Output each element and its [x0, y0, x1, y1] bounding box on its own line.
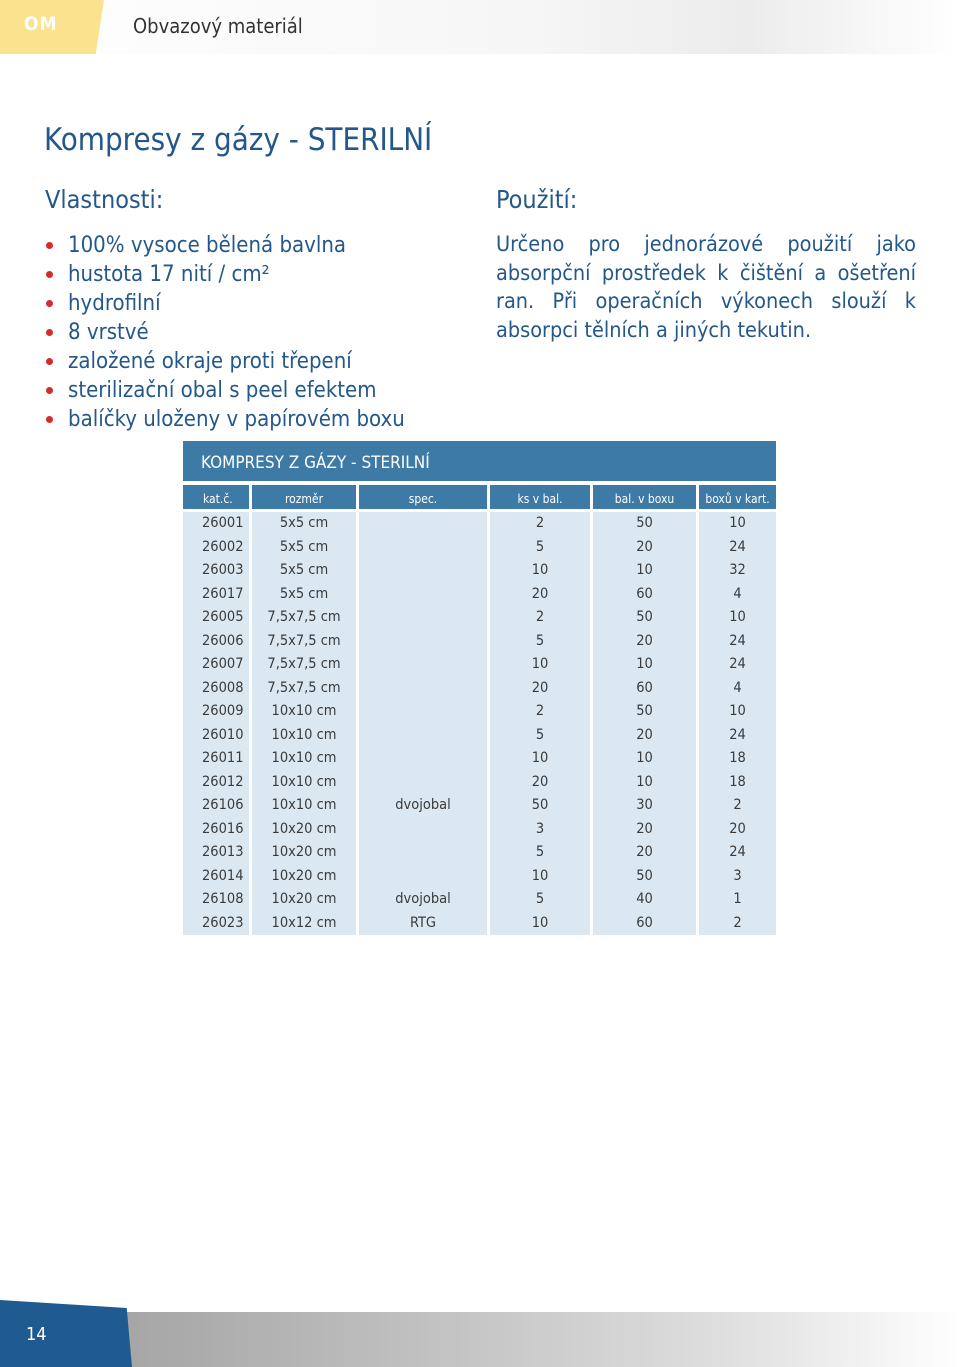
page-header — [0, 0, 960, 54]
table-cell: 26108 — [183, 888, 249, 912]
column-header: bal. v boxu — [593, 485, 696, 509]
bullet-icon — [46, 416, 53, 423]
table-cell: 5 — [490, 630, 590, 654]
property-text: hustota 17 nití / cm² — [68, 262, 270, 287]
property-item — [45, 289, 405, 318]
table-cell: 10 — [699, 512, 776, 536]
table-cell: 20 — [593, 536, 696, 560]
table-cell: 50 — [490, 794, 590, 818]
table-cell: 10 — [699, 700, 776, 724]
table-cell: 26008 — [183, 677, 249, 701]
table-cell: 10x20 cm — [252, 888, 356, 912]
column-header: rozměr — [252, 485, 356, 509]
table-cell: 5 — [490, 888, 590, 912]
table-row — [183, 630, 776, 654]
table-cell: 26106 — [183, 794, 249, 818]
table-cell: 5 — [490, 724, 590, 748]
table-row — [183, 512, 776, 536]
table-cell: 20 — [593, 818, 696, 842]
column-header: kat.č. — [183, 485, 249, 509]
table-cell: 20 — [490, 583, 590, 607]
footer-tab — [0, 1300, 132, 1367]
table-cell — [359, 818, 487, 842]
table-cell: 10 — [699, 606, 776, 630]
page-title: Kompresy z gázy - STERILNÍ — [44, 122, 433, 158]
table-cell: 50 — [593, 606, 696, 630]
table-cell: 5 — [490, 841, 590, 865]
bullet-icon — [46, 300, 53, 307]
table-row — [183, 677, 776, 701]
bullet-icon — [46, 271, 53, 278]
table-row — [183, 653, 776, 677]
table-row — [183, 724, 776, 748]
bullet-icon — [46, 387, 53, 394]
table-cell: 24 — [699, 653, 776, 677]
table-cell: 26006 — [183, 630, 249, 654]
property-item — [45, 318, 405, 347]
table-cell: 26007 — [183, 653, 249, 677]
table-cell: 10x20 cm — [252, 818, 356, 842]
table-cell: 26017 — [183, 583, 249, 607]
table-cell: 7,5x7,5 cm — [252, 630, 356, 654]
property-item — [45, 231, 405, 260]
table-cell — [359, 677, 487, 701]
table-cell: 50 — [593, 512, 696, 536]
table-body — [183, 512, 776, 935]
table-cell: 10 — [490, 747, 590, 771]
table-cell: 10 — [593, 559, 696, 583]
table-cell: 26009 — [183, 700, 249, 724]
table-row — [183, 606, 776, 630]
table-cell: 30 — [593, 794, 696, 818]
table-cell: 4 — [699, 583, 776, 607]
table-cell: 10x10 cm — [252, 771, 356, 795]
table-row — [183, 794, 776, 818]
table-cell — [359, 771, 487, 795]
table-cell — [359, 536, 487, 560]
table-cell — [359, 865, 487, 889]
table-cell: 3 — [699, 865, 776, 889]
table-cell: 10x10 cm — [252, 794, 356, 818]
section-title: Obvazový materiál — [133, 14, 303, 38]
table-cell: 10 — [593, 771, 696, 795]
table-cell: 26012 — [183, 771, 249, 795]
footer-band — [0, 1312, 960, 1367]
table-row — [183, 818, 776, 842]
table-cell: 5x5 cm — [252, 559, 356, 583]
table-cell: 24 — [699, 536, 776, 560]
table-cell: 7,5x7,5 cm — [252, 606, 356, 630]
property-text: hydrofilní — [68, 291, 161, 316]
column-header: boxů v kart. — [699, 485, 776, 509]
table-row — [183, 583, 776, 607]
product-table — [183, 441, 776, 935]
bullet-icon — [46, 358, 53, 365]
table-row — [183, 841, 776, 865]
table-row — [183, 771, 776, 795]
table-cell — [359, 700, 487, 724]
table-cell: 20 — [699, 818, 776, 842]
table-cell: 10 — [490, 912, 590, 936]
column-header: ks v bal. — [490, 485, 590, 509]
table-cell: 1 — [699, 888, 776, 912]
table-header-row — [183, 485, 776, 509]
table-cell — [359, 747, 487, 771]
property-item — [45, 260, 405, 289]
table-cell: 20 — [593, 630, 696, 654]
table-cell — [359, 606, 487, 630]
table-cell: 10x20 cm — [252, 841, 356, 865]
table-cell: 20 — [593, 724, 696, 748]
properties-heading: Vlastnosti: — [45, 185, 164, 214]
table-cell: 7,5x7,5 cm — [252, 653, 356, 677]
table-cell — [359, 512, 487, 536]
table-cell: 18 — [699, 747, 776, 771]
table-cell: 4 — [699, 677, 776, 701]
table-cell: 26011 — [183, 747, 249, 771]
table-cell — [359, 724, 487, 748]
table-cell: 2 — [699, 912, 776, 936]
table-cell: 50 — [593, 700, 696, 724]
table-cell: 24 — [699, 630, 776, 654]
table-cell: 10x20 cm — [252, 865, 356, 889]
table-cell: 2 — [699, 794, 776, 818]
table-row — [183, 747, 776, 771]
table-cell: 5 — [490, 536, 590, 560]
table-cell: 10 — [490, 559, 590, 583]
properties-list — [45, 231, 405, 434]
table-cell: 50 — [593, 865, 696, 889]
table-cell: 60 — [593, 912, 696, 936]
table-cell: 40 — [593, 888, 696, 912]
table-cell: 32 — [699, 559, 776, 583]
table-cell: 10 — [490, 865, 590, 889]
table-cell: 5x5 cm — [252, 536, 356, 560]
property-item — [45, 405, 405, 434]
table-cell: dvojobal — [359, 888, 487, 912]
table-cell: 2 — [490, 512, 590, 536]
table-cell: 26014 — [183, 865, 249, 889]
section-code: OM — [24, 13, 58, 35]
table-cell: 2 — [490, 606, 590, 630]
table-cell: 26001 — [183, 512, 249, 536]
table-cell: RTG — [359, 912, 487, 936]
table-cell: 7,5x7,5 cm — [252, 677, 356, 701]
table-cell: 26003 — [183, 559, 249, 583]
table-cell: 10 — [593, 653, 696, 677]
table-cell: 26010 — [183, 724, 249, 748]
bullet-icon — [46, 329, 53, 336]
table-cell: 60 — [593, 677, 696, 701]
table-cell: 20 — [593, 841, 696, 865]
table-cell: 26002 — [183, 536, 249, 560]
usage-text: Určeno pro jednorázové použití jako absorpční prostředek k čištění a ošetření ran. Při operačních výkonech slouží k absorpci tělních a jiných tekutin. — [496, 232, 916, 343]
table-cell: 20 — [490, 677, 590, 701]
table-caption: KOMPRESY Z GÁZY - STERILNÍ — [183, 441, 776, 481]
table-cell: 10x10 cm — [252, 724, 356, 748]
property-text: založené okraje proti třepení — [68, 349, 352, 374]
table-row — [183, 888, 776, 912]
property-text: sterilizační obal s peel efektem — [68, 378, 377, 403]
table-cell: 3 — [490, 818, 590, 842]
table-cell: 26005 — [183, 606, 249, 630]
table-cell: 10 — [593, 747, 696, 771]
property-text: 100% vysoce bělená bavlna — [68, 233, 347, 258]
table-cell: dvojobal — [359, 794, 487, 818]
table-cell: 2 — [490, 700, 590, 724]
table-row — [183, 536, 776, 560]
page-number: 14 — [26, 1324, 47, 1345]
table-cell: 5x5 cm — [252, 512, 356, 536]
property-text: balíčky uloženy v papírovém boxu — [68, 407, 405, 432]
table-row — [183, 912, 776, 936]
usage-heading: Použití: — [496, 185, 578, 214]
table-cell: 10x12 cm — [252, 912, 356, 936]
table-cell: 20 — [490, 771, 590, 795]
table-cell: 18 — [699, 771, 776, 795]
table-cell — [359, 630, 487, 654]
table-cell: 5x5 cm — [252, 583, 356, 607]
table-cell: 26023 — [183, 912, 249, 936]
page-footer — [0, 1300, 960, 1367]
table-cell: 24 — [699, 724, 776, 748]
property-item — [45, 347, 405, 376]
property-text: 8 vrstvé — [68, 320, 149, 345]
table-cell: 24 — [699, 841, 776, 865]
property-item — [45, 376, 405, 405]
table-cell: 26016 — [183, 818, 249, 842]
column-header: spec. — [359, 485, 487, 509]
table-cell: 10x10 cm — [252, 700, 356, 724]
bullet-icon — [46, 242, 53, 249]
table-cell — [359, 841, 487, 865]
table-row — [183, 559, 776, 583]
table-row — [183, 865, 776, 889]
table-cell — [359, 583, 487, 607]
table-cell: 60 — [593, 583, 696, 607]
table-cell — [359, 653, 487, 677]
table-row — [183, 700, 776, 724]
table-cell — [359, 559, 487, 583]
table-cell: 10x10 cm — [252, 747, 356, 771]
table-cell: 26013 — [183, 841, 249, 865]
table-cell: 10 — [490, 653, 590, 677]
